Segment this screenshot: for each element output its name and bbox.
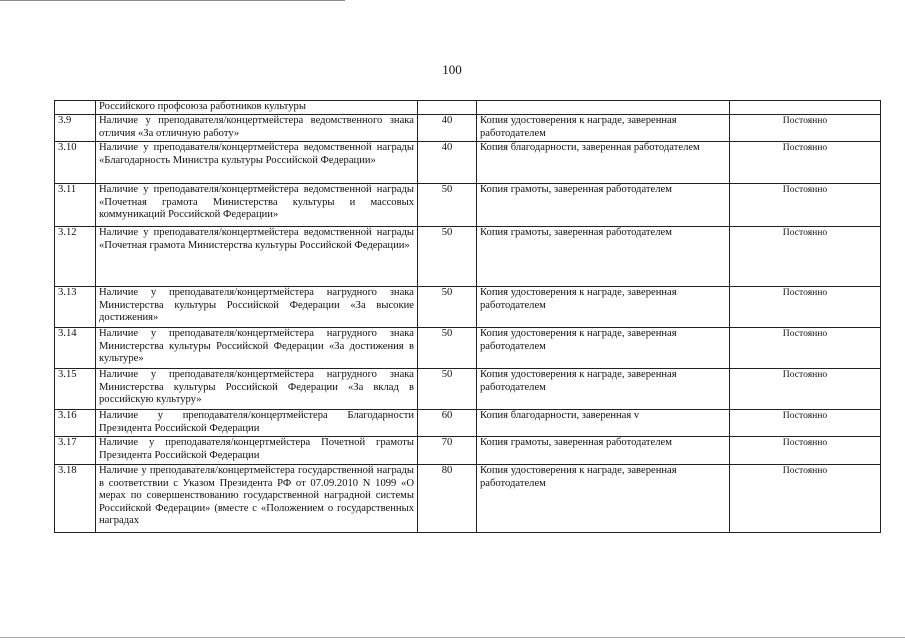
- row-number: 3.9: [55, 115, 96, 142]
- row-document: Копия благодарности, заверенная v: [477, 410, 730, 437]
- row-score: 80: [418, 465, 477, 533]
- row-number: 3.13: [55, 287, 96, 328]
- row-number: 3.12: [55, 227, 96, 287]
- row-status: Постоянно: [730, 115, 881, 142]
- top-rule: [0, 0, 345, 1]
- row-document: Копия удостоверения к награде, заверенная работодателем: [477, 369, 730, 410]
- row-description: Наличие у преподавателя/концертмейстера ведомственной награды «Благодарность Министра культуры Российской Федерации»: [96, 142, 418, 184]
- row-document: Копия грамоты, заверенная работодателем: [477, 184, 730, 227]
- table-row: [55, 328, 881, 369]
- row-status: Постоянно: [730, 227, 881, 287]
- criteria-table: [54, 100, 881, 533]
- row-status: Постоянно: [730, 184, 881, 227]
- row-score: 50: [418, 287, 477, 328]
- row-status: Постоянно: [730, 410, 881, 437]
- row-status: Постоянно: [730, 142, 881, 184]
- row-score: 40: [418, 115, 477, 142]
- row-description: Наличие у преподавателя/концертмейстера нагрудного знака Министерства культуры Российской Федерации «За достижения в культуре»: [96, 328, 418, 369]
- row-description: Наличие у преподавателя/концертмейстера Почетной грамоты Президента Российской Федерации: [96, 437, 418, 465]
- table-row: [55, 184, 881, 227]
- row-score: 70: [418, 437, 477, 465]
- row-number: 3.18: [55, 465, 96, 533]
- row-number: 3.16: [55, 410, 96, 437]
- row-document: Копия удостоверения к награде, заверенная работодателем: [477, 287, 730, 328]
- table-row: [55, 369, 881, 410]
- row-status: Постоянно: [730, 369, 881, 410]
- bottom-rule: [0, 637, 905, 638]
- row-description: Наличие у преподавателя/концертмейстера ведомственного знака отличия «За отличную работу»: [96, 115, 418, 142]
- page-number: 100: [442, 62, 462, 77]
- row-number: [55, 101, 96, 115]
- row-document: Копия удостоверения к награде, заверенная работодателем: [477, 465, 730, 533]
- row-score: [418, 101, 477, 115]
- row-score: 50: [418, 184, 477, 227]
- table-row: [55, 410, 881, 437]
- row-document: [477, 101, 730, 115]
- row-document: Копия удостоверения к награде, заверенная работодателем: [477, 328, 730, 369]
- table-row: [55, 142, 881, 184]
- row-status: Постоянно: [730, 287, 881, 328]
- row-description: Наличие у преподавателя/концертмейстера нагрудного знака Министерства культуры Российской Федерации «За высокие достижения»: [96, 287, 418, 328]
- row-score: 50: [418, 227, 477, 287]
- row-description: Наличие у преподавателя/концертмейстера ведомственной награды «Почетная грамота Министерства культуры Российской Федерации»: [96, 227, 418, 287]
- row-score: 40: [418, 142, 477, 184]
- row-number: 3.10: [55, 142, 96, 184]
- table-row: [55, 115, 881, 142]
- table-row: [55, 227, 881, 287]
- row-status: [730, 101, 881, 115]
- row-status: Постоянно: [730, 465, 881, 533]
- table-row: [55, 287, 881, 328]
- row-document: Копия удостоверения к награде, заверенная работодателем: [477, 115, 730, 142]
- row-number: 3.11: [55, 184, 96, 227]
- row-score: 50: [418, 369, 477, 410]
- row-score: 50: [418, 328, 477, 369]
- row-score: 60: [418, 410, 477, 437]
- table-row: [55, 101, 881, 115]
- table-row: [55, 437, 881, 465]
- row-document: Копия грамоты, заверенная работодателем: [477, 227, 730, 287]
- row-description: Российского профсоюза работников культуры: [96, 101, 418, 115]
- row-status: Постоянно: [730, 328, 881, 369]
- table-row: [55, 465, 881, 533]
- row-description: Наличие у преподавателя/концертмейстера государственной награды в соответствии с Указом Президента РФ от 07.09.2010 N 1099 «О мерах по совершенствованию государственной наградной системы Российской Федерации» (вместе с «Положением о государственных наградах: [96, 465, 418, 533]
- row-description: Наличие у преподавателя/концертмейстера нагрудного знака Министерства культуры Российской Федерации «За вклад в российскую культуру»: [96, 369, 418, 410]
- row-status: Постоянно: [730, 437, 881, 465]
- row-number: 3.15: [55, 369, 96, 410]
- row-description: Наличие у преподавателя/концертмейстера ведомственной награды «Почетная грамота Министерства культуры и массовых коммуникаций Российской Федерации»: [96, 184, 418, 227]
- row-number: 3.14: [55, 328, 96, 369]
- row-document: Копия благодарности, заверенная работодателем: [477, 142, 730, 184]
- row-description: Наличие у преподавателя/концертмейстера Благодарности Президента Российской Федерации: [96, 410, 418, 437]
- row-document: Копия грамоты, заверенная работодателем: [477, 437, 730, 465]
- row-number: 3.17: [55, 437, 96, 465]
